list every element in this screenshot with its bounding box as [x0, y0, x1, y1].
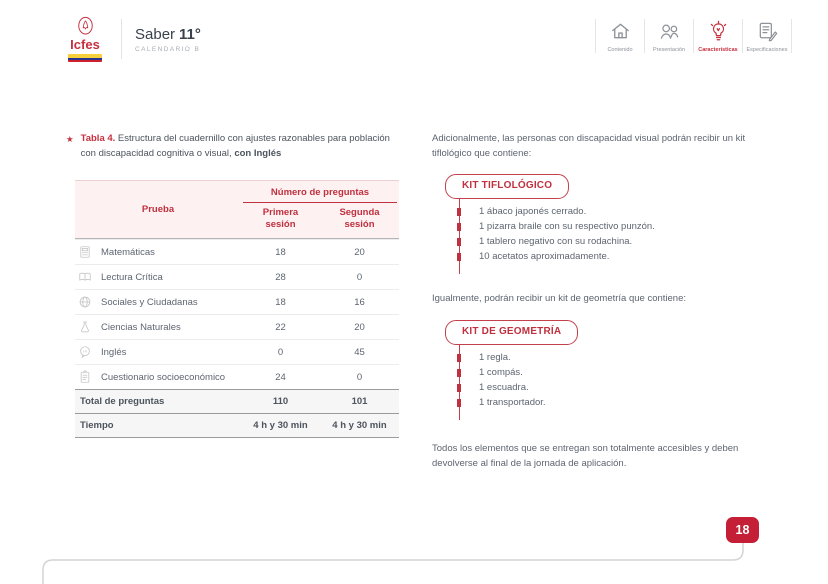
time-session1: 4 h y 30 min — [253, 420, 308, 432]
icfes-logo — [58, 16, 201, 62]
nav-label: Especificaciones — [746, 47, 788, 53]
page-number-badge: 18 — [726, 517, 759, 543]
colombia-flag-icon — [68, 54, 102, 62]
kit-geometria — [445, 320, 784, 420]
paragraph-accessibility-note: Todos los elementos que se entregan son totalmente accesibles y deben devolverse al final de la jornada de aplicación. — [432, 442, 739, 469]
nav-item-especificaciones[interactable] — [742, 19, 792, 53]
row-value-session1: 18 — [275, 246, 286, 258]
calculator-icon — [78, 245, 92, 259]
time-label: Tiempo — [80, 420, 114, 432]
product-number: 11° — [179, 25, 201, 43]
product-title — [135, 26, 201, 43]
table-header — [75, 180, 399, 239]
logo-divider — [121, 19, 122, 59]
row-value-session2: 20 — [354, 246, 365, 258]
total-label: Total de preguntas — [80, 396, 165, 408]
book-icon — [78, 270, 92, 284]
column-header-session1: Primera sesión — [262, 207, 299, 231]
total-session1: 110 — [272, 396, 289, 408]
kit-tiflologico-list — [459, 199, 784, 274]
row-value-session1: 22 — [275, 321, 286, 333]
time-row — [75, 413, 399, 438]
table-caption — [60, 132, 406, 161]
kit-tiflologico-badge: KIT TIFLOLÓGICO — [445, 174, 569, 199]
list-item: 1 regla. — [479, 350, 784, 365]
table-row — [75, 339, 399, 364]
table-caption-bold: con Inglés — [234, 147, 282, 159]
document-pencil-icon — [756, 20, 779, 43]
product-title-block — [135, 26, 201, 53]
flask-icon — [78, 320, 92, 334]
calendar-label: CALENDARIO B — [135, 45, 201, 53]
row-value-session2: 20 — [354, 321, 365, 333]
row-value-session1: 28 — [275, 271, 286, 283]
list-item: 1 compás. — [479, 365, 784, 380]
table-row — [75, 364, 399, 389]
paragraph-kit-geometria: Igualmente, podrán recibir un kit de geometría que contiene: — [432, 293, 687, 305]
row-label: Matemáticas — [101, 246, 155, 258]
row-value-session2: 16 — [354, 296, 365, 308]
row-label: Cuestionario socioeconómico — [101, 371, 226, 383]
page-nav — [595, 19, 792, 53]
table-row — [75, 239, 399, 264]
nav-item-contenido[interactable] — [595, 19, 644, 53]
kit-geometria-list — [459, 345, 784, 420]
exam-structure-table — [75, 180, 399, 438]
list-item: 1 ábaco japonés cerrado. — [479, 204, 784, 219]
row-label: Lectura Crítica — [101, 271, 163, 283]
table-row — [75, 289, 399, 314]
row-value-session1: 24 — [275, 371, 286, 383]
time-session2: 4 h y 30 min — [332, 420, 387, 432]
lightbulb-icon — [707, 20, 730, 43]
kit-geometria-badge: KIT DE GEOMETRÍA — [445, 320, 578, 345]
paragraph-kit-tiflologico: Adicionalmente, las personas con discapacidad visual podrán recibir un kit tiflológico que contiene: — [432, 133, 746, 160]
list-item: 10 acetatos aproximadamente. — [479, 249, 784, 264]
column-header-session2: Segunda sesión — [339, 207, 380, 231]
list-item: 1 pizarra braile con su respectivo punzón. — [479, 219, 784, 234]
home-icon — [609, 20, 632, 43]
list-item: 1 transportador. — [479, 395, 784, 410]
table-caption-text: Estructura del cuadernillo con ajustes razonables para población con discapacidad cognitiva o visual, — [80, 133, 390, 159]
column-header-prueba: Prueba — [141, 204, 175, 216]
icfes-emblem-icon — [76, 16, 95, 37]
footer-curve-line — [0, 514, 828, 584]
row-label: Ciencias Naturales — [101, 321, 181, 333]
logo-brand: Icfes — [70, 37, 100, 52]
column-group-header: Número de preguntas — [243, 181, 397, 203]
kits-section — [432, 131, 784, 471]
row-value-session2: 0 — [356, 371, 363, 383]
nav-item-caracteristicas[interactable] — [693, 19, 742, 53]
table-row — [75, 314, 399, 339]
clipboard-icon — [78, 370, 92, 384]
row-label: Inglés — [101, 346, 127, 358]
row-value-session2: 0 — [356, 271, 363, 283]
product-name: Saber — [135, 25, 176, 43]
nav-item-presentacion[interactable] — [644, 19, 693, 53]
svg-text:HI: HI — [83, 349, 87, 354]
row-value-session1: 0 — [277, 346, 284, 358]
kit-tiflologico — [445, 174, 784, 274]
speech-bubble-icon — [78, 345, 92, 359]
globe-icon — [78, 295, 92, 309]
total-row — [75, 389, 399, 413]
total-session2: 101 — [351, 396, 368, 408]
people-icon — [658, 20, 681, 43]
star-icon: ★ — [66, 134, 74, 144]
row-value-session1: 18 — [275, 296, 286, 308]
nav-label: Características — [698, 47, 738, 53]
nav-label: Contenido — [607, 47, 633, 53]
table-section — [60, 132, 406, 438]
table-caption-label: Tabla 4. — [80, 133, 116, 144]
list-item: 1 escuadra. — [479, 380, 784, 395]
nav-label: Presentación — [652, 47, 686, 53]
table-row — [75, 264, 399, 289]
row-label: Sociales y Ciudadanas — [101, 296, 198, 308]
list-item: 1 tablero negativo con su rodachina. — [479, 234, 784, 249]
row-value-session2: 45 — [354, 346, 365, 358]
